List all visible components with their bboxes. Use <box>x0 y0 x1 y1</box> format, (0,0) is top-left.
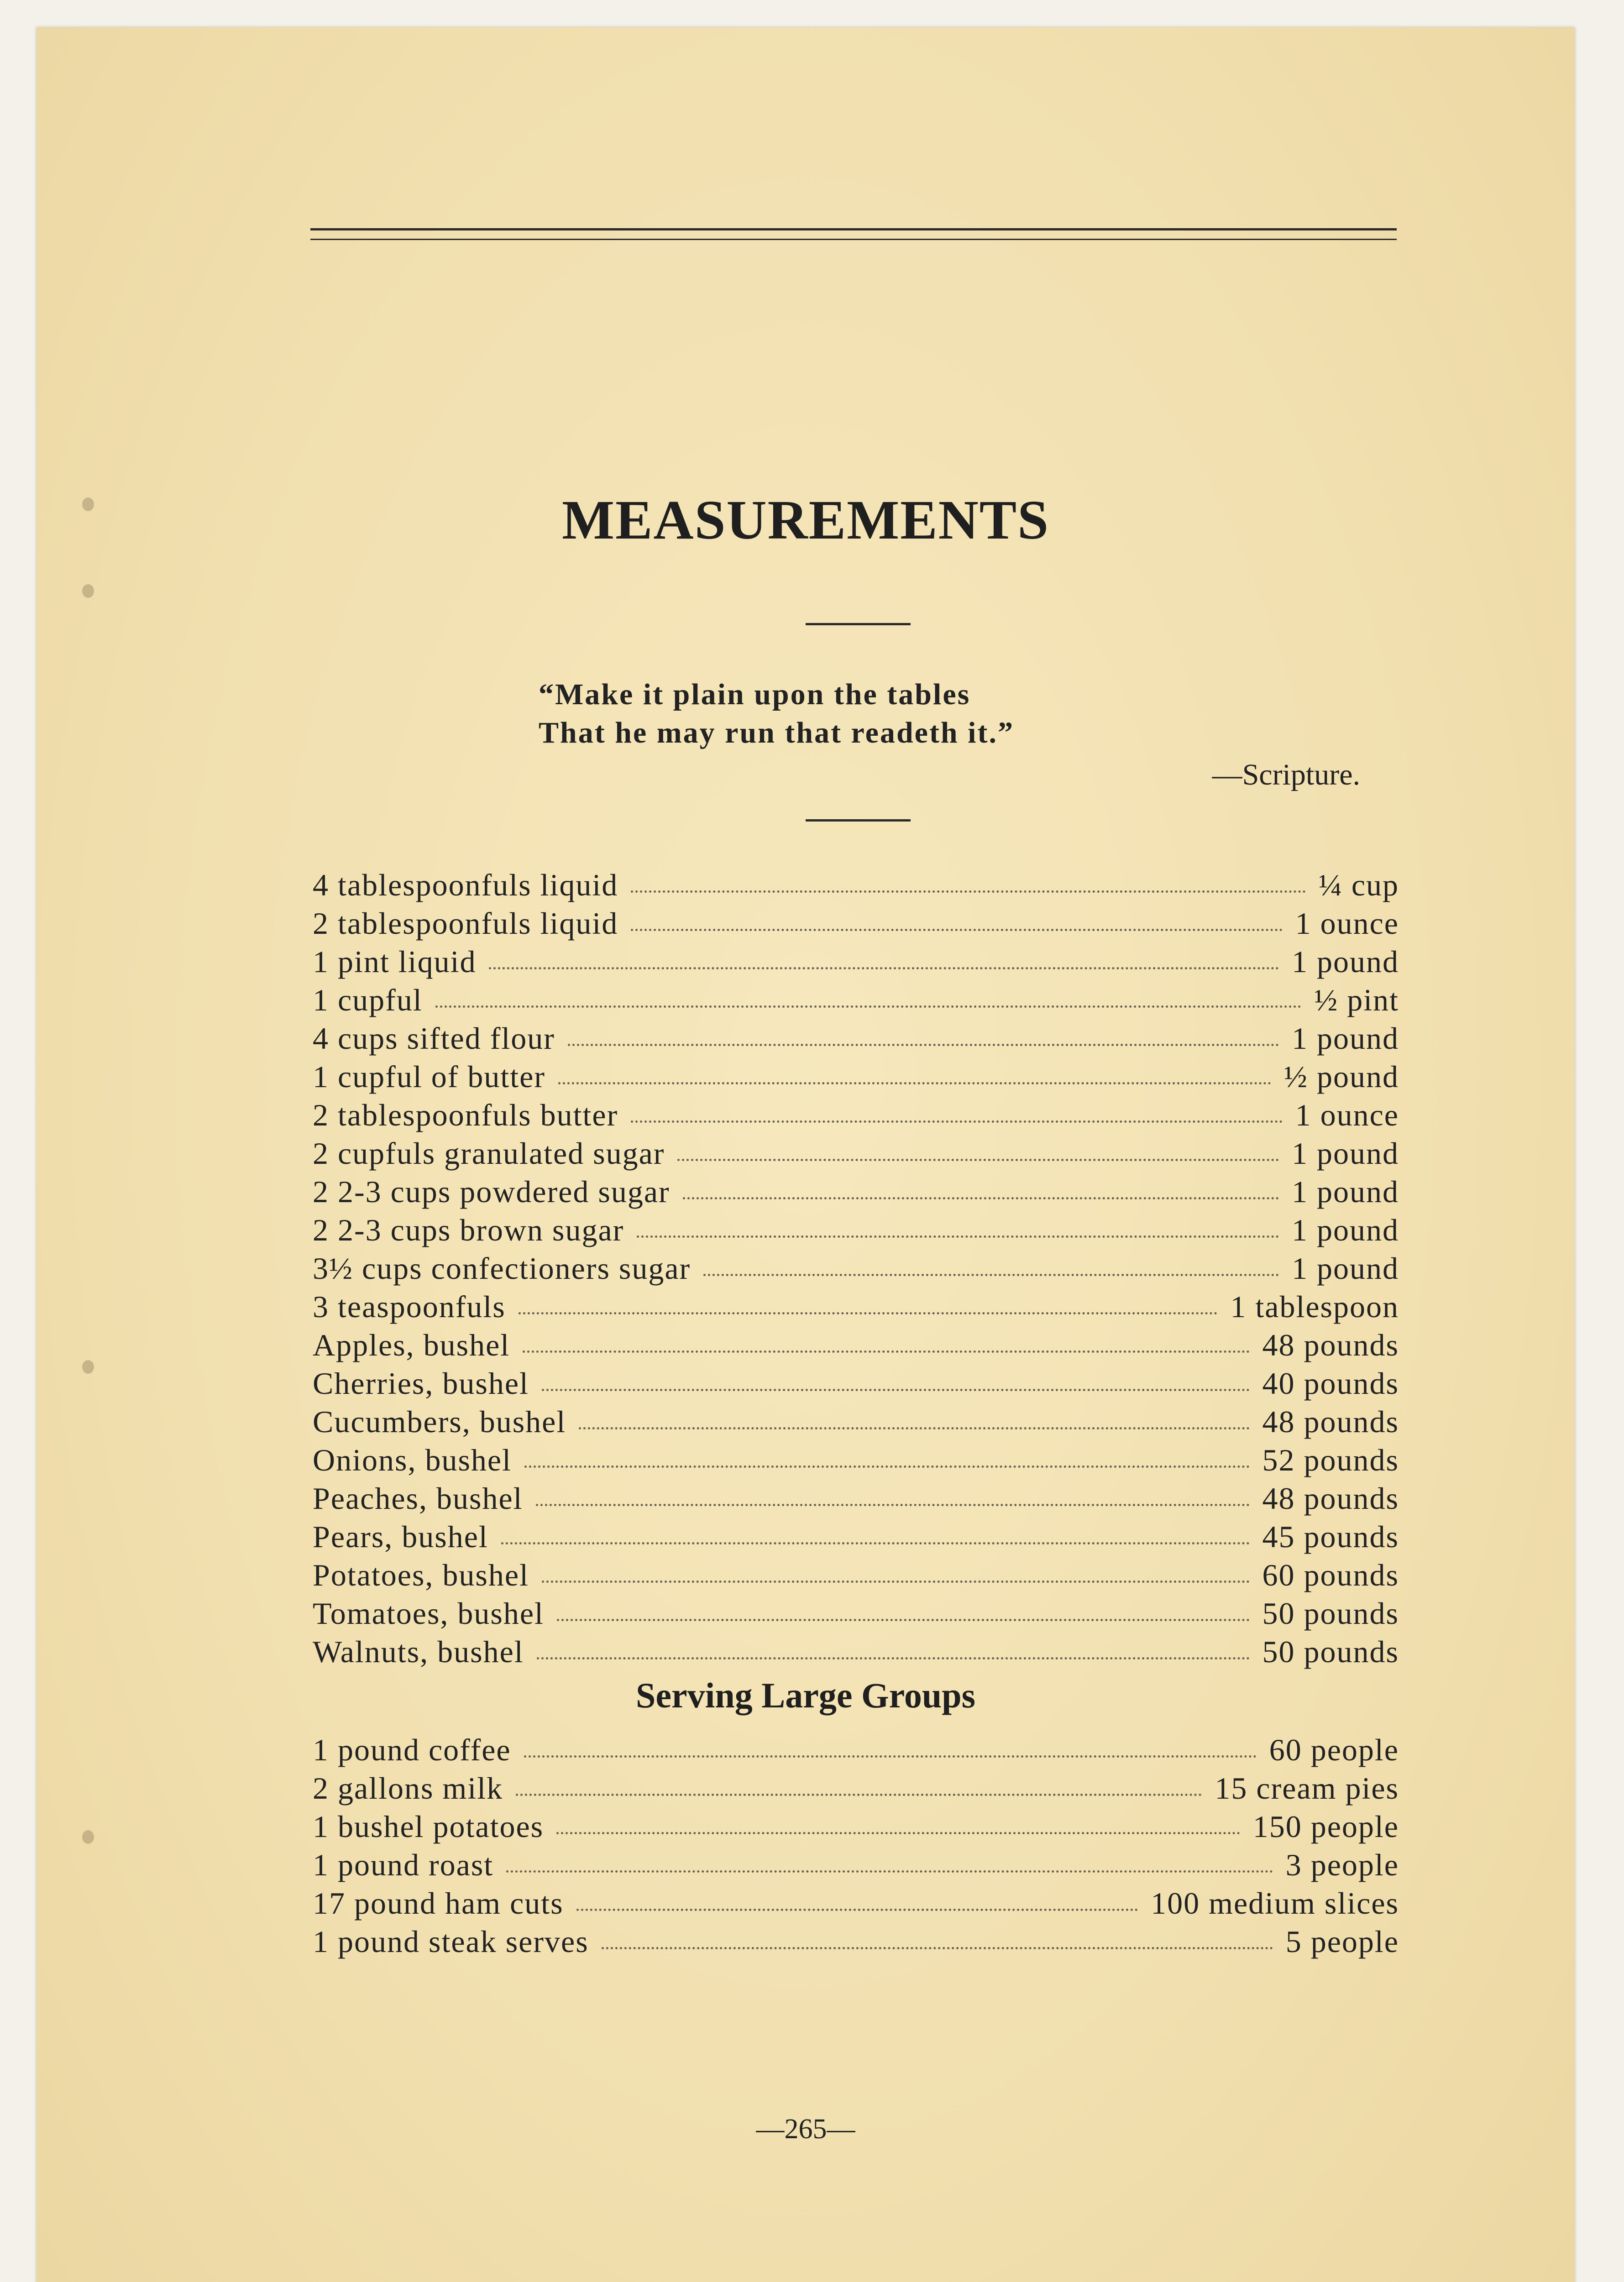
table-row <box>313 905 1399 944</box>
row-value: 52 pounds <box>1262 1443 1399 1477</box>
row-value: 1 pound <box>1292 1251 1399 1286</box>
row-value: 1 ounce <box>1295 1098 1399 1132</box>
table-row <box>313 1557 1399 1596</box>
row-value: 1 pound <box>1292 1213 1399 1247</box>
dot-leader <box>703 1274 1279 1276</box>
dot-leader <box>516 1794 1202 1796</box>
row-value: ½ pound <box>1284 1059 1399 1094</box>
row-value: 48 pounds <box>1262 1328 1399 1362</box>
row-value: 100 medium slices <box>1151 1886 1399 1921</box>
binding-hole <box>82 1360 94 1374</box>
row-label: 2 2-3 cups powdered sugar <box>313 1174 670 1209</box>
row-label: Peaches, bushel <box>313 1481 523 1516</box>
row-value: 1 pound <box>1292 1136 1399 1171</box>
table-row <box>313 1809 1399 1847</box>
measurements-table <box>313 867 1399 1672</box>
row-label: Cherries, bushel <box>313 1366 529 1401</box>
row-label: Walnuts, bushel <box>313 1634 524 1669</box>
dot-leader <box>602 1947 1273 1949</box>
epigraph <box>539 675 1014 752</box>
row-label: 2 gallons milk <box>313 1771 503 1806</box>
table-row <box>313 1596 1399 1634</box>
table-row <box>313 1097 1399 1136</box>
dot-leader <box>519 1312 1218 1314</box>
dot-leader <box>523 1350 1249 1353</box>
page-number: —265— <box>756 2114 855 2145</box>
divider-rule <box>806 819 911 822</box>
page-title: MEASUREMENTS <box>562 489 1049 551</box>
dot-leader <box>542 1581 1250 1583</box>
dot-leader <box>537 1657 1250 1659</box>
row-value: 48 pounds <box>1262 1404 1399 1439</box>
table-row <box>313 1059 1399 1097</box>
dot-leader <box>558 1082 1271 1084</box>
dot-leader <box>683 1197 1279 1199</box>
row-value: 60 pounds <box>1262 1558 1399 1592</box>
row-label: 2 cupfuls granulated sugar <box>313 1136 665 1171</box>
row-value: 50 pounds <box>1262 1596 1399 1631</box>
dot-leader <box>557 1619 1250 1621</box>
row-label: Pears, bushel <box>313 1519 488 1554</box>
table-row <box>313 1847 1399 1885</box>
row-value: 150 people <box>1252 1809 1399 1844</box>
dot-leader <box>501 1542 1250 1544</box>
top-double-rule <box>310 228 1397 240</box>
row-label: Potatoes, bushel <box>313 1558 529 1592</box>
table-row <box>313 982 1399 1021</box>
row-label: 17 pound ham cuts <box>313 1886 564 1921</box>
binding-hole <box>82 584 94 598</box>
binding-hole <box>82 1830 94 1844</box>
row-label: 1 cupful <box>313 983 423 1017</box>
table-row <box>313 1634 1399 1672</box>
table-row <box>313 1770 1399 1809</box>
table-row <box>313 1404 1399 1442</box>
dot-leader <box>524 1755 1257 1758</box>
dot-leader <box>542 1389 1250 1391</box>
table-row <box>313 1136 1399 1174</box>
divider-rule <box>806 623 911 625</box>
table-row <box>313 1924 1399 1962</box>
dot-leader <box>631 929 1282 931</box>
row-label: 2 tablespoonfuls liquid <box>313 906 618 941</box>
row-label: 2 tablespoonfuls butter <box>313 1098 618 1132</box>
table-row <box>313 1481 1399 1519</box>
row-label: 1 pound roast <box>313 1848 494 1882</box>
table-row <box>313 1021 1399 1059</box>
dot-leader <box>631 1120 1282 1123</box>
table-row <box>313 1174 1399 1212</box>
row-value: 40 pounds <box>1262 1366 1399 1401</box>
table-row <box>313 1519 1399 1557</box>
row-label: 1 cupful of butter <box>313 1059 545 1094</box>
section-heading-serving: Serving Large Groups <box>636 1675 975 1715</box>
row-value: 1 pound <box>1292 1174 1399 1209</box>
table-row <box>313 1885 1399 1924</box>
row-label: Apples, bushel <box>313 1328 510 1362</box>
table-row <box>313 944 1399 982</box>
row-value: 60 people <box>1269 1732 1399 1767</box>
row-label: 3 teaspoonfuls <box>313 1289 506 1324</box>
dot-leader <box>568 1044 1279 1046</box>
dot-leader <box>435 1005 1301 1008</box>
table-row <box>313 1251 1399 1289</box>
dot-leader <box>524 1466 1250 1468</box>
table-row <box>313 1212 1399 1251</box>
row-label: 4 cups sifted flour <box>313 1021 555 1056</box>
row-value: 50 pounds <box>1262 1634 1399 1669</box>
row-label: Tomatoes, bushel <box>313 1596 544 1631</box>
row-label: 3½ cups confectioners sugar <box>313 1251 691 1286</box>
row-value: ½ pint <box>1314 983 1399 1017</box>
row-value: ¼ cup <box>1318 868 1399 902</box>
table-row <box>313 1327 1399 1366</box>
dot-leader <box>506 1870 1273 1873</box>
table-row <box>313 867 1399 905</box>
table-row <box>313 1366 1399 1404</box>
row-label: 1 bushel potatoes <box>313 1809 544 1844</box>
dot-leader <box>677 1159 1279 1161</box>
table-row <box>313 1732 1399 1770</box>
row-value: 15 cream pies <box>1215 1771 1399 1806</box>
dot-leader <box>536 1504 1250 1506</box>
table-row <box>313 1289 1399 1327</box>
serving-table <box>313 1732 1399 1962</box>
row-value: 5 people <box>1285 1924 1399 1959</box>
row-label: 1 pound steak serves <box>313 1924 589 1959</box>
row-label: Onions, bushel <box>313 1443 512 1477</box>
dot-leader <box>579 1427 1249 1429</box>
row-value: 1 pound <box>1292 944 1399 979</box>
book-page <box>37 27 1575 2282</box>
row-value: 1 pound <box>1292 1021 1399 1056</box>
row-value: 1 ounce <box>1295 906 1399 941</box>
row-value: 3 people <box>1285 1848 1399 1882</box>
epigraph-line-1: “Make it plain upon the tables <box>539 678 971 711</box>
dot-leader <box>576 1909 1138 1911</box>
row-label: Cucumbers, bushel <box>313 1404 566 1439</box>
dot-leader <box>489 967 1279 969</box>
row-value: 48 pounds <box>1262 1481 1399 1516</box>
dot-leader <box>556 1832 1240 1834</box>
epigraph-line-2: That he may run that readeth it.” <box>539 716 1014 749</box>
row-value: 1 tablespoon <box>1230 1289 1399 1324</box>
epigraph-source: —Scripture. <box>1212 758 1360 791</box>
table-row <box>313 1442 1399 1481</box>
row-label: 2 2-3 cups brown sugar <box>313 1213 624 1247</box>
row-value: 45 pounds <box>1262 1519 1399 1554</box>
dot-leader <box>637 1235 1279 1238</box>
dot-leader <box>631 890 1306 893</box>
row-label: 1 pound coffee <box>313 1732 511 1767</box>
row-label: 1 pint liquid <box>313 944 477 979</box>
row-label: 4 tablespoonfuls liquid <box>313 868 618 902</box>
